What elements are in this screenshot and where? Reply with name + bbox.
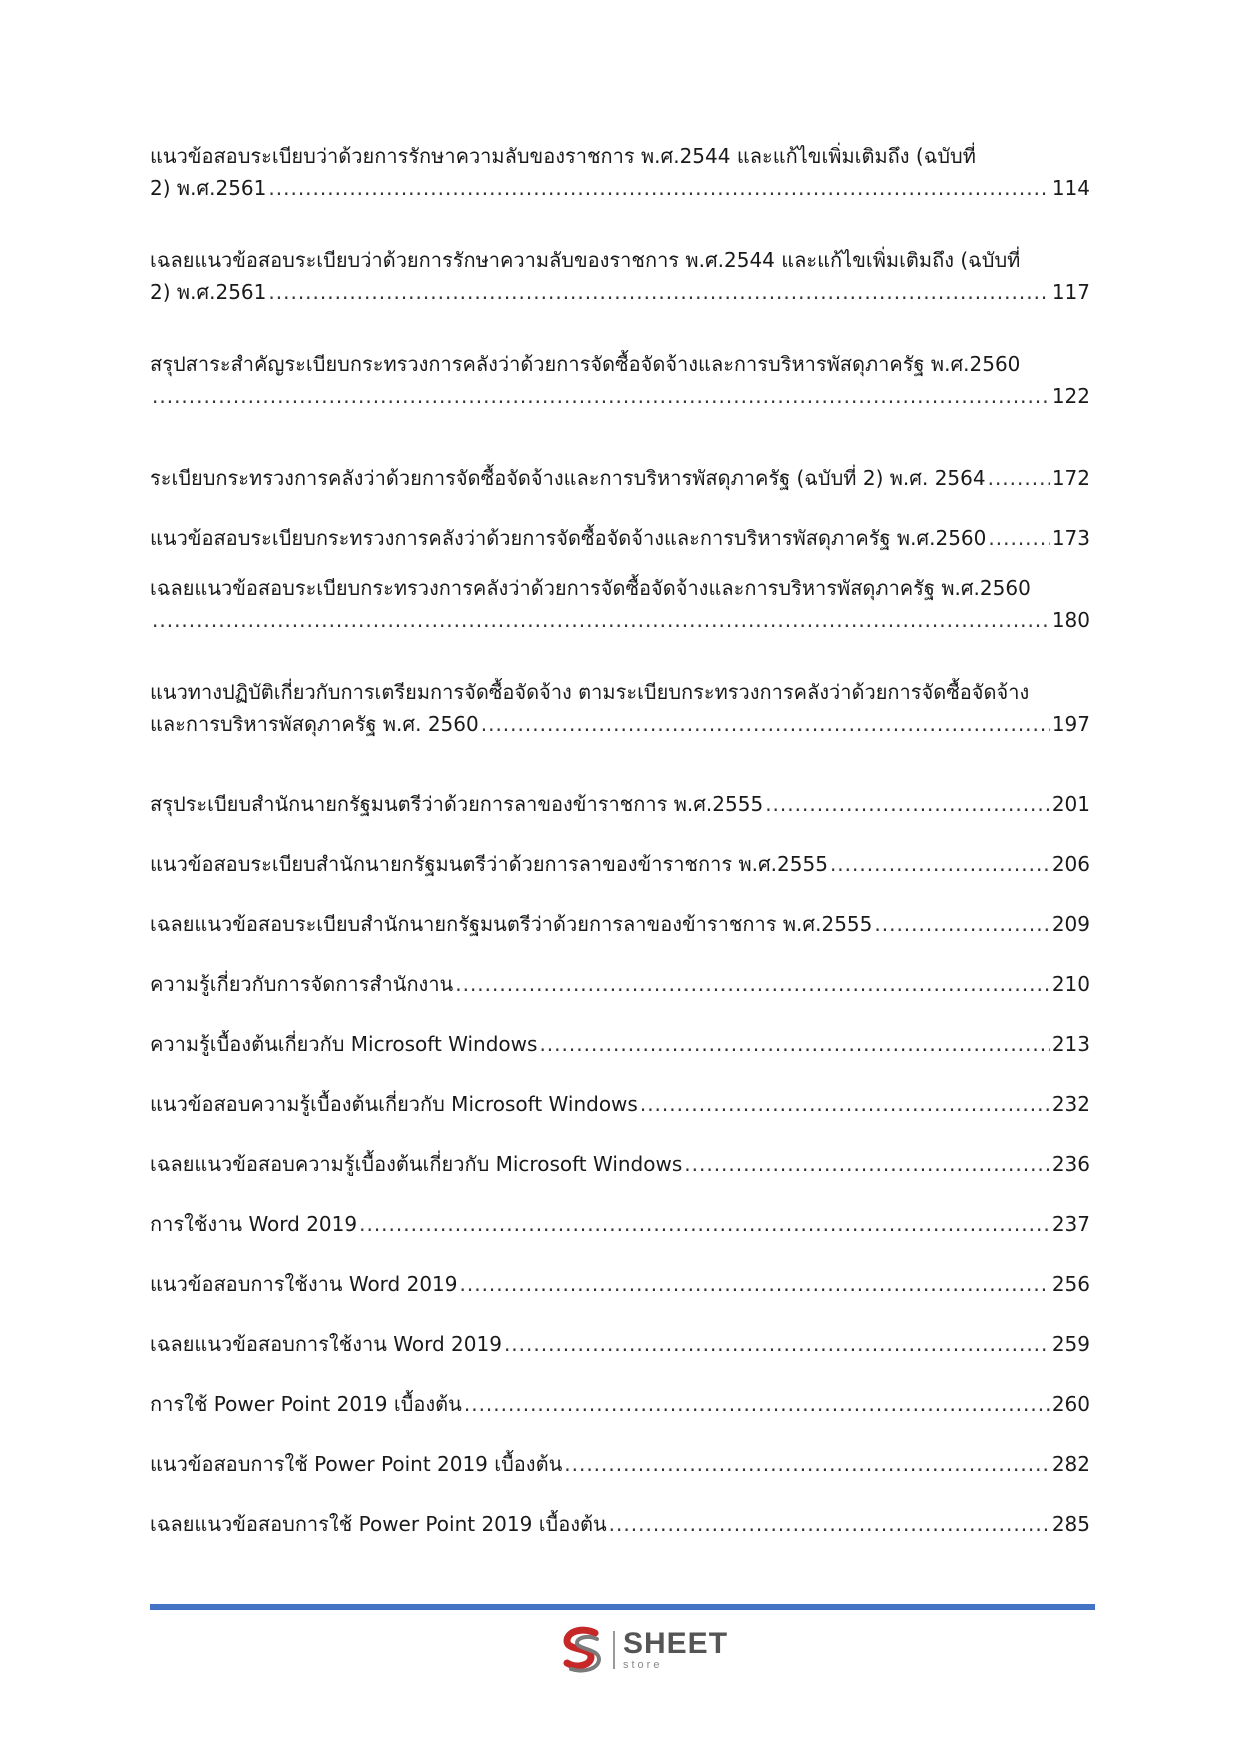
- sheet-store-logo-icon: [557, 1625, 607, 1675]
- toc-entry-title-line: เฉลยแนวข้อสอบระเบียบกระทรวงการคลังว่าด้วยการจัดซื้อจัดจ้างและการบริหารพัสดุภาครัฐ พ.ศ.2560: [150, 576, 1031, 600]
- toc-entry[interactable]: [150, 788, 1090, 820]
- toc-page-number: 122: [1051, 384, 1090, 408]
- dot-leader: [152, 380, 1050, 412]
- toc-page-number: 197: [1051, 712, 1090, 736]
- dot-leader: [268, 276, 1049, 308]
- toc-entry-title-line: 2) พ.ศ.2561: [150, 280, 267, 304]
- toc-entry-title-line: เฉลยแนวข้อสอบการใช้งาน Word 2019: [150, 1332, 502, 1356]
- toc-page-number: 260: [1051, 1392, 1090, 1416]
- dot-leader: [684, 1148, 1050, 1180]
- toc-entry-title-line: เฉลยแนวข้อสอบระเบียบว่าด้วยการรักษาความลับของราชการ พ.ศ.2544 และแก้ไขเพิ่มเติมถึง (ฉบับที่: [150, 248, 1021, 272]
- dot-leader: [481, 708, 1050, 740]
- toc-entry-title-line: สรุประเบียบสำนักนายกรัฐมนตรีว่าด้วยการลาของข้าราชการ พ.ศ.2555: [150, 792, 764, 816]
- toc-entry-title-line: ความรู้เบื้องต้นเกี่ยวกับ Microsoft Windows: [150, 1032, 538, 1056]
- toc-page-number: 201: [1051, 792, 1090, 816]
- dot-leader: [460, 1268, 1050, 1300]
- dot-leader: [464, 1388, 1050, 1420]
- dot-leader: [830, 848, 1050, 880]
- toc-entry-title-line: การใช้ Power Point 2019 เบื้องต้น: [150, 1392, 462, 1416]
- toc-page-number: 114: [1051, 176, 1090, 200]
- dot-leader: [988, 522, 1049, 554]
- toc-entry[interactable]: [150, 572, 1090, 636]
- dot-leader: [765, 788, 1050, 820]
- toc-entry-title-line: ระเบียบกระทรวงการคลังว่าด้วยการจัดซื้อจัดจ้างและการบริหารพัสดุภาครัฐ (ฉบับที่ 2) พ.ศ. 2564: [150, 466, 986, 490]
- toc-entry-title-line: เฉลยแนวข้อสอบระเบียบสำนักนายกรัฐมนตรีว่าด้วยการลาของข้าราชการ พ.ศ.2555: [150, 912, 873, 936]
- toc-entry-title-line: การใช้งาน Word 2019: [150, 1212, 358, 1236]
- toc-entry-title-line: แนวข้อสอบการใช้งาน Word 2019: [150, 1272, 458, 1296]
- toc-page-number: 259: [1051, 1332, 1090, 1356]
- toc-entry[interactable]: [150, 1208, 1090, 1240]
- dot-leader: [539, 1028, 1049, 1060]
- toc-entry[interactable]: [150, 522, 1090, 554]
- toc-entry-title-line: 2) พ.ศ.2561: [150, 176, 267, 200]
- toc-page-number: 209: [1051, 912, 1090, 936]
- dot-leader: [564, 1448, 1050, 1480]
- toc-entry[interactable]: [150, 140, 1090, 204]
- toc-entry-title-line: แนวข้อสอบความรู้เบื้องต้นเกี่ยวกับ Microsoft Windows: [150, 1092, 638, 1116]
- toc-page-number: 117: [1051, 280, 1090, 304]
- dot-leader: [504, 1328, 1050, 1360]
- toc-page-number: 232: [1051, 1092, 1090, 1116]
- toc-entry-title-line: แนวข้อสอบระเบียบกระทรวงการคลังว่าด้วยการจัดซื้อจัดจ้างและการบริหารพัสดุภาครัฐ พ.ศ.2560: [150, 526, 987, 550]
- logo-sub-text: store: [623, 1659, 663, 1671]
- toc-entry-title-line: แนวข้อสอบระเบียบว่าด้วยการรักษาความลับของราชการ พ.ศ.2544 และแก้ไขเพิ่มเติมถึง (ฉบับที่: [150, 144, 976, 168]
- toc-entry[interactable]: [150, 1508, 1090, 1540]
- toc-page-number: 285: [1051, 1512, 1090, 1536]
- toc-page-number: 180: [1051, 608, 1090, 632]
- toc-page-number: 236: [1051, 1152, 1090, 1176]
- sheet-store-logo: [557, 1622, 737, 1678]
- toc-page-number: 237: [1051, 1212, 1090, 1236]
- toc-page-number: 256: [1051, 1272, 1090, 1296]
- toc-entry[interactable]: [150, 244, 1090, 308]
- toc-entry-title-line: ความรู้เกี่ยวกับการจัดการสำนักงาน: [150, 972, 454, 996]
- toc-entry[interactable]: [150, 348, 1090, 412]
- footer-divider: [150, 1604, 1095, 1610]
- dot-leader: [455, 968, 1050, 1000]
- toc-entry[interactable]: [150, 1448, 1090, 1480]
- toc-entry[interactable]: [150, 462, 1090, 494]
- toc-entry[interactable]: [150, 1388, 1090, 1420]
- toc-page-number: 282: [1051, 1452, 1090, 1476]
- logo-wordmark: [623, 1629, 728, 1671]
- logo-brand-text: SHEET: [623, 1627, 729, 1660]
- toc-entry-title-line: เฉลยแนวข้อสอบความรู้เบื้องต้นเกี่ยวกับ Microsoft Windows: [150, 1152, 683, 1176]
- toc-entry-title-line: แนวข้อสอบการใช้ Power Point 2019 เบื้องต้น: [150, 1452, 563, 1476]
- toc-entry[interactable]: [150, 968, 1090, 1000]
- toc-entry[interactable]: [150, 676, 1090, 740]
- toc-entry-title-line: สรุปสาระสำคัญระเบียบกระทรวงการคลังว่าด้วยการจัดซื้อจัดจ้างและการบริหารพัสดุภาครัฐ พ.ศ.2560: [150, 352, 1021, 376]
- toc-page-number: 172: [1051, 466, 1090, 490]
- toc-entry[interactable]: [150, 1088, 1090, 1120]
- toc-entry[interactable]: [150, 1028, 1090, 1060]
- toc-page-number: 206: [1051, 852, 1090, 876]
- dot-leader: [609, 1508, 1050, 1540]
- toc-entry-title-line: เฉลยแนวข้อสอบการใช้ Power Point 2019 เบื้องต้น: [150, 1512, 607, 1536]
- toc-entry[interactable]: [150, 1148, 1090, 1180]
- dot-leader: [988, 462, 1050, 494]
- toc-page-number: 210: [1051, 972, 1090, 996]
- toc-entry-title-line: และการบริหารพัสดุภาครัฐ พ.ศ. 2560: [150, 712, 479, 736]
- toc-entry[interactable]: [150, 848, 1090, 880]
- dot-leader: [152, 604, 1050, 636]
- toc-entry[interactable]: [150, 1328, 1090, 1360]
- toc-entry-title-line: แนวทางปฏิบัติเกี่ยวกับการเตรียมการจัดซื้อจัดจ้าง ตามระเบียบกระทรวงการคลังว่าด้วยการจัดซื้อจัดจ้าง: [150, 680, 1030, 704]
- toc-entry[interactable]: [150, 908, 1090, 940]
- dot-leader: [359, 1208, 1050, 1240]
- logo-divider: [613, 1631, 615, 1669]
- toc-page-number: 173: [1051, 526, 1090, 550]
- toc-entry[interactable]: [150, 1268, 1090, 1300]
- dot-leader: [268, 172, 1049, 204]
- dot-leader: [640, 1088, 1050, 1120]
- toc-entry-title-line: แนวข้อสอบระเบียบสำนักนายกรัฐมนตรีว่าด้วยการลาของข้าราชการ พ.ศ.2555: [150, 852, 828, 876]
- toc-page-number: 213: [1051, 1032, 1090, 1056]
- dot-leader: [874, 908, 1049, 940]
